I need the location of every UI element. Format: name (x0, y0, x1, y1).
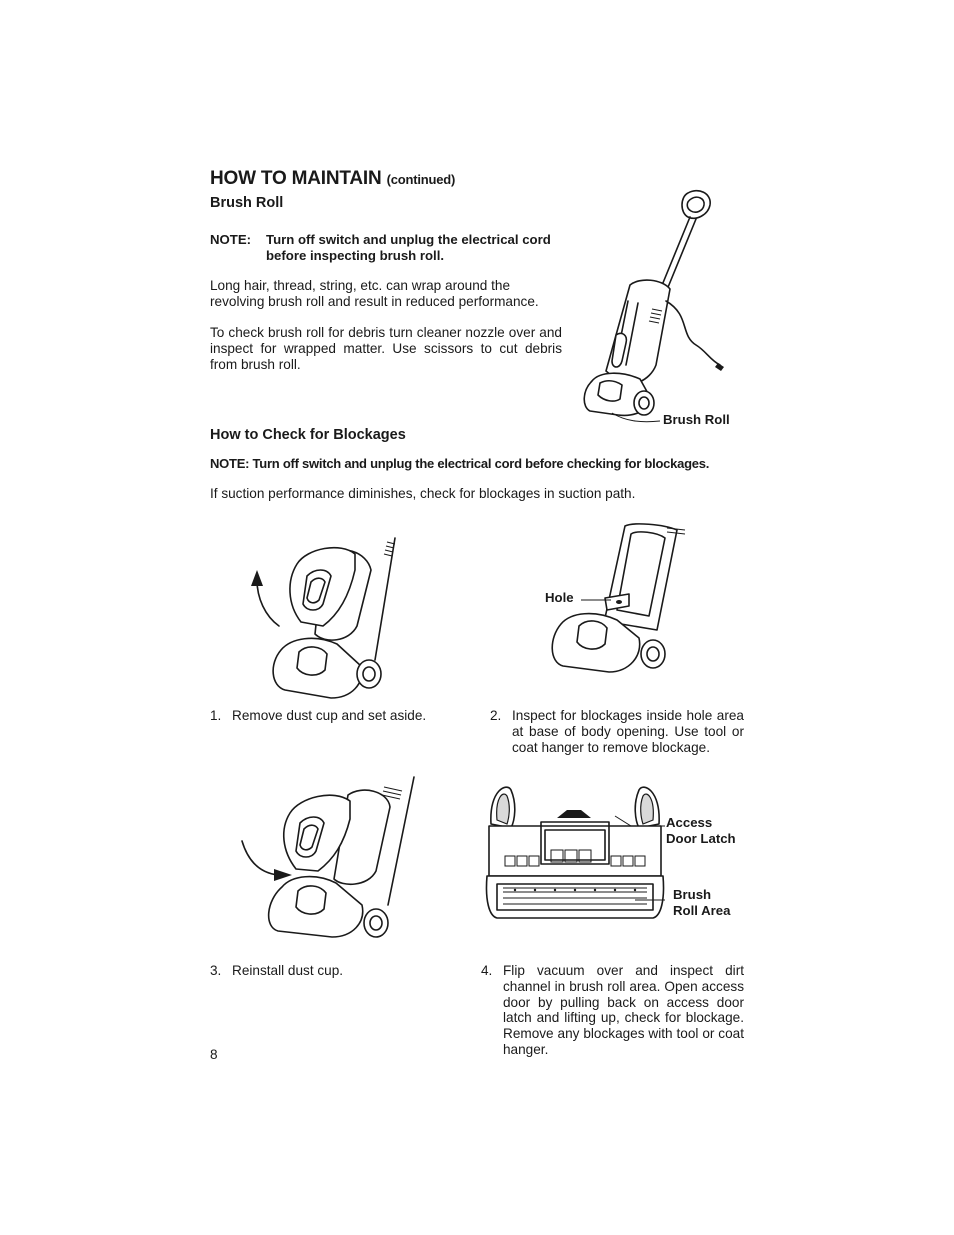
brush-roll-para-2: To check brush roll for debris turn cleaner nozzle over and inspect for wrapped matter. Use scissors to cut debris from brush roll. (210, 325, 562, 372)
blockages-note: NOTE: Turn off switch and unplug the electrical cord before checking for blockages. (210, 456, 710, 471)
access-label-line-1: Access (666, 815, 713, 830)
step-3 (210, 963, 470, 979)
blockages-intro: If suction performance diminishes, check for blockages in suction path. (210, 486, 636, 501)
step-4-text: Flip vacuum over and inspect dirt channel in brush roll area. Open access door by pulling back on access door latch and lifting up, check for blockage. Remove any blockages with tool or coat hanger. (503, 963, 744, 1057)
step-3-number: 3. (210, 963, 222, 978)
access-label-line-2: Door Latch (666, 831, 736, 846)
step-2 (490, 708, 744, 755)
access-door-latch-label (666, 815, 736, 847)
page-title-text: HOW TO MAINTAIN (210, 168, 382, 189)
step-1-number: 1. (210, 708, 222, 723)
brush-area-label-line-2: Roll Area (673, 903, 731, 918)
step-4-number: 4. (481, 963, 493, 978)
step-1 (210, 708, 470, 724)
hole-label: Hole (545, 590, 574, 605)
step-2-text: Inspect for blockages inside hole area at base of body opening. Use tool or coat hanger to remove blockage. (512, 708, 744, 755)
hole-illustration (545, 520, 725, 700)
upright-vacuum-illustration (570, 185, 740, 430)
brush-roll-note (210, 232, 566, 264)
reinstall-dust-cup-illustration (238, 775, 423, 955)
brush-area-label-line-1: Brush (673, 887, 712, 902)
page-title-continued: (continued) (386, 172, 456, 187)
blockages-heading: How to Check for Blockages (210, 427, 406, 443)
note-label: NOTE: (210, 232, 252, 247)
vacuum-bottom-view-illustration (485, 780, 665, 922)
step-2-number: 2. (490, 708, 502, 723)
page-title (210, 168, 455, 190)
step-3-text: Reinstall dust cup. (232, 963, 344, 978)
remove-dust-cup-illustration (245, 530, 425, 710)
step-4 (481, 963, 744, 1058)
note-text: Turn off switch and unplug the electrical cord before inspecting brush roll. (266, 232, 551, 263)
brush-roll-para-1: Long hair, thread, string, etc. can wrap around the revolving brush roll and result in reduced performance. (210, 278, 539, 309)
brush-roll-figure-label: Brush Roll (663, 412, 730, 427)
page-number: 8 (210, 1047, 218, 1062)
brush-roll-heading: Brush Roll (210, 195, 284, 211)
step-1-text: Remove dust cup and set aside. (232, 708, 427, 723)
brush-roll-area-label (673, 887, 730, 919)
